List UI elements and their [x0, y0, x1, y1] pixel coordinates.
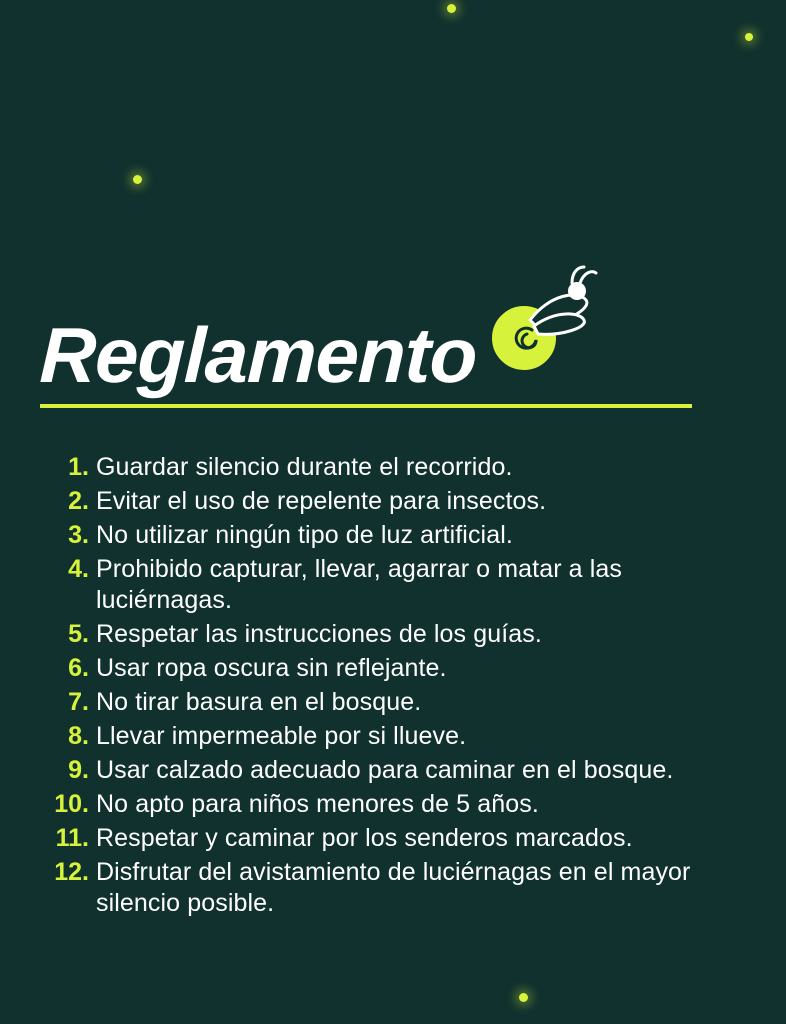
firefly-dot	[519, 993, 528, 1002]
list-item-number: 8.	[68, 722, 89, 750]
list-item-number: 12.	[54, 858, 89, 886]
list-item-text: Evitar el uso de repelente para insectos.	[96, 487, 547, 515]
list-item-text: Prohibido capturar, llevar, agarrar o matar a las luciérnagas.	[96, 555, 622, 614]
list-item	[40, 452, 756, 483]
list-item	[40, 619, 756, 650]
list-item	[40, 755, 756, 786]
list-item	[40, 554, 756, 616]
list-item	[40, 721, 756, 752]
list-item-number: 4.	[68, 555, 89, 583]
list-item-text: Disfrutar del avistamiento de luciérnagas en el mayor silencio posible.	[96, 858, 691, 917]
list-item-number: 2.	[68, 487, 89, 515]
list-item-text: No tirar basura en el bosque.	[96, 688, 422, 716]
list-item	[40, 789, 756, 820]
list-item-number: 3.	[68, 521, 89, 549]
list-item	[40, 687, 756, 718]
firefly-dot	[133, 175, 142, 184]
list-item-text: Usar calzado adecuado para caminar en el bosque.	[96, 756, 674, 784]
firefly-dot	[745, 33, 753, 41]
list-item-number: 7.	[68, 688, 89, 716]
list-item	[40, 653, 756, 684]
page-title: Reglamento	[38, 310, 478, 399]
list-item	[40, 486, 756, 517]
list-item-number: 11.	[55, 824, 89, 852]
list-item-number: 10.	[54, 790, 89, 818]
list-item-number: 1.	[68, 453, 89, 481]
list-item-text: No apto para niños menores de 5 años.	[96, 790, 539, 818]
list-item-number: 6.	[68, 654, 89, 682]
list-item-text: Respetar y caminar por los senderos marcados.	[96, 824, 633, 852]
list-item	[40, 520, 756, 551]
list-item-text: Usar ropa oscura sin reflejante.	[96, 654, 447, 682]
firefly-dot	[447, 4, 456, 13]
accent-divider	[40, 404, 692, 408]
firefly-icon	[480, 278, 590, 388]
list-item	[40, 857, 756, 919]
list-item	[40, 823, 756, 854]
list-item-text: Llevar impermeable por si llueve.	[96, 722, 467, 750]
page-header	[40, 278, 746, 408]
rules-list	[40, 452, 756, 922]
list-item-number: 5.	[68, 620, 89, 648]
list-item-text: Guardar silencio durante el recorrido.	[96, 453, 513, 481]
list-item-number: 9.	[68, 756, 89, 784]
list-item-text: No utilizar ningún tipo de luz artificial.	[96, 521, 513, 549]
title-row	[38, 278, 746, 399]
list-item-text: Respetar las instrucciones de los guías.	[96, 620, 542, 648]
